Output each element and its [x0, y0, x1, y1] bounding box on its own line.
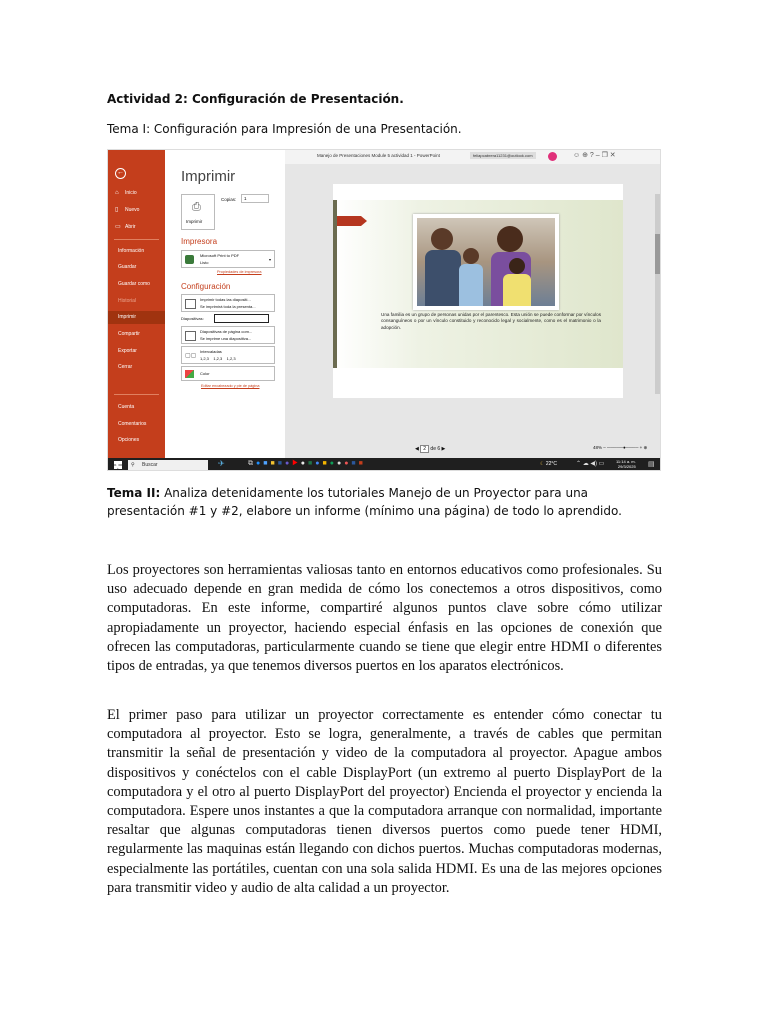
sidebar-item-guardar[interactable]: Guardar [118, 264, 137, 270]
sidebar-item-historial[interactable]: Historial [118, 298, 137, 304]
sidebar-item-cuenta[interactable]: Cuenta [118, 404, 135, 410]
sidebar-item-exportar[interactable]: Exportar [118, 348, 137, 354]
layout-select[interactable]: Diapositivas de página com... Se imprime una diapositiva... [181, 326, 275, 344]
page-layout-icon [185, 331, 196, 341]
sidebar-item-nuevo[interactable]: ▯ Nuevo [108, 204, 165, 217]
folder-icon: ▭ [115, 224, 121, 230]
paragraph-1: Los proyectores son herramientas valiosas tanto en entornos educativos como profesionales. Su uso adecuado depende en gran medida de cómo los conectemos a otros dispositivos, como computadoras. En este informe, compartiré algunos puntos clave sobre cómo utilizar apropiadamente un proyector, haciendo especial énfasis en las opciones de conexión que ofrecen las computadoras, particularmente cuando se tiene que elegir entre HDMI o diferentes tipos de entradas, ya que tenemos diversos puertos en los aparatos electrónicos. [107, 562, 662, 675]
slides-label: Diapositivas: [181, 316, 204, 321]
back-arrow-icon[interactable]: ← [115, 168, 126, 179]
printer-select[interactable]: Microsoft Print to PDF Listo ▾ [181, 250, 275, 268]
folder-app-icon[interactable]: ■ [270, 460, 278, 467]
printer-properties-link[interactable]: Propiedades de impresora [217, 270, 262, 274]
print-button[interactable]: ⎙ Imprimir [181, 194, 215, 230]
taskbar-apps [248, 460, 366, 468]
collate-icon: ▢▢ [185, 353, 197, 359]
system-tray-icons[interactable]: ⌃ ☁ ◀) ▭ [576, 461, 605, 467]
new-file-icon: ▯ [115, 207, 119, 213]
slide-text: Una familia es un grupo de personas unidas por el parentesco. Esta unión se puede conformar por vínculos consanguíneos o por un vínculo constituido y reconocido legal y socialmente, como es el matrimonio o la adopción. [381, 312, 601, 330]
family-photo [413, 214, 559, 310]
config-heading: Configuración [181, 282, 231, 291]
store-icon[interactable]: ■ [263, 460, 271, 467]
backstage-sidebar [108, 150, 165, 458]
window-controls-icon[interactable]: ☺ ⊕ ? – ❐ ✕ [573, 152, 616, 159]
edge-icon[interactable]: ● [256, 460, 264, 467]
sidebar-item-abrir[interactable]: ▭ Abrir [108, 221, 165, 234]
app-icon[interactable]: ● [300, 460, 309, 467]
bird-widget-icon[interactable]: ✈ [218, 459, 225, 468]
slide-accent-bar [333, 200, 337, 368]
page-navigator[interactable]: ◀ 2 de 6 ▶ [415, 446, 446, 452]
sidebar-item-comentarios[interactable]: Comentarios [118, 421, 147, 427]
sidebar-item-guardar-como[interactable]: Guardar como [118, 281, 150, 287]
sidebar-divider [114, 239, 159, 240]
page-input[interactable]: 2 [420, 445, 429, 453]
taskbar-search[interactable]: ⚲ Buscar [128, 460, 208, 470]
document-subheading: Tema I: Configuración para Impresión de una Presentación. [107, 122, 462, 136]
window-title: Manejo de Presentaciones Module 5 actividad 1 - PowerPoint [317, 153, 440, 158]
avatar[interactable] [548, 152, 557, 161]
task-view-icon[interactable]: ⧉ [248, 460, 256, 467]
slide-bottom [333, 368, 623, 398]
sidebar-divider [114, 394, 159, 395]
account-label[interactable]: feliapcabrera11231@outlook.com [470, 152, 536, 159]
slide-arrow-shape [337, 216, 367, 226]
copies-label: Copias: [221, 197, 237, 202]
teams-icon[interactable]: ● [284, 460, 293, 467]
weather-icon: ☾ [540, 461, 545, 467]
printer-status-icon [185, 255, 194, 264]
home-icon: ⌂ [115, 190, 119, 196]
color-icon [185, 370, 194, 378]
tema2-paragraph [107, 484, 662, 520]
tema2-text: Analiza detenidamente los tutoriales Manejo de un Proyector para una presentación #1 y #2, elabore un informe (mínimo una página) de todo lo aprendido. [107, 486, 622, 518]
powerpoint-screenshot [107, 149, 661, 471]
app-icon[interactable]: ■ [351, 460, 359, 467]
tema2-label: Tema II: [107, 486, 161, 500]
taskbar-clock[interactable]: 11:14 a. m. 29/3/2025 [616, 459, 636, 469]
sidebar-item-inicio[interactable]: ⌂ Inicio [108, 187, 165, 200]
printer-heading: Impresora [181, 237, 218, 246]
excel-icon[interactable]: ■ [308, 460, 316, 467]
app-icon[interactable]: ● [344, 460, 352, 467]
search-icon: ⚲ [131, 462, 135, 468]
sidebar-item-imprimir[interactable]: Imprimir [108, 311, 165, 324]
sidebar-item-informacion[interactable]: Información [118, 248, 145, 254]
next-page-icon[interactable]: ▶ [441, 446, 446, 452]
edit-header-footer-link[interactable]: Editar encabezado y pie de página [201, 384, 260, 388]
youtube-icon[interactable]: ▶ [292, 460, 301, 467]
sidebar-item-cerrar[interactable]: Cerrar [118, 364, 133, 370]
sidebar-item-opciones[interactable]: Opciones [118, 437, 140, 443]
zoom-slider[interactable]: 48% ‒ ─────●──── + ⊕ [593, 445, 648, 450]
document-heading: Actividad 2: Configuración de Presentación. [107, 92, 404, 106]
app-icon[interactable]: ● [336, 460, 345, 467]
chrome-icon[interactable]: ● [315, 460, 323, 467]
window-titlebar [285, 150, 661, 164]
print-preview [285, 164, 661, 458]
app-icon[interactable]: ■ [322, 460, 330, 467]
paragraph-2: El primer paso para utilizar un proyector correctamente es entender cómo conectar tu computadora al proyector. Esto se logra, generalmente, a través de cables que permitan transmitir la señal de presentación y video de la computadora al proyector. Apague ambos dispositivos y conéctelos con el cable DisplayPort (un extremo al puerto DisplayPort de la computadora y el otro al puerto DisplayPort del proyector) Encienda el proyector y encienda la computadora. Espere unos instantes a que la computadora arranque con normalidad, importante resaltar que algunas computadoras tienen diversos puertos como puede tener HDMI, regularmente las maquinas están llegando con dichos puertos. Muchas computadoras modernas, especialmente las portátiles, cuentan con una sola salida HDMI. Es una de las mejores opciones para transmitir video y audio de alta calidad a un proyector. [107, 707, 662, 896]
windows-taskbar [108, 458, 661, 471]
word-icon[interactable]: ■ [277, 460, 285, 467]
color-select[interactable]: Color [181, 366, 275, 381]
windows-start-icon[interactable] [114, 461, 122, 469]
copies-input[interactable]: 1 [241, 194, 269, 203]
chevron-down-icon: ▾ [268, 257, 271, 262]
app-icon[interactable]: ● [329, 460, 337, 467]
collate-select[interactable]: ▢▢ Intercaladas 1,2,3 1,2,3 1,2,3 [181, 346, 275, 364]
slide-preview [333, 200, 623, 368]
vertical-scrollbar[interactable] [655, 194, 660, 394]
print-range-select[interactable]: Imprimir todas las diapositi... Se imprimirá toda la presenta... [181, 294, 275, 312]
weather-widget[interactable]: ☾ 22°C [540, 461, 558, 467]
prev-page-icon[interactable]: ◀ [415, 446, 419, 452]
sidebar-item-compartir[interactable]: Compartir [118, 331, 140, 337]
print-title: Imprimir [181, 168, 236, 185]
print-panel [165, 150, 285, 458]
printer-icon: ⎙ [192, 201, 201, 213]
slides-icon [185, 299, 196, 309]
slides-input[interactable] [214, 314, 269, 323]
notifications-icon[interactable]: ▤ [648, 461, 655, 468]
powerpoint-icon[interactable]: ■ [358, 460, 366, 467]
